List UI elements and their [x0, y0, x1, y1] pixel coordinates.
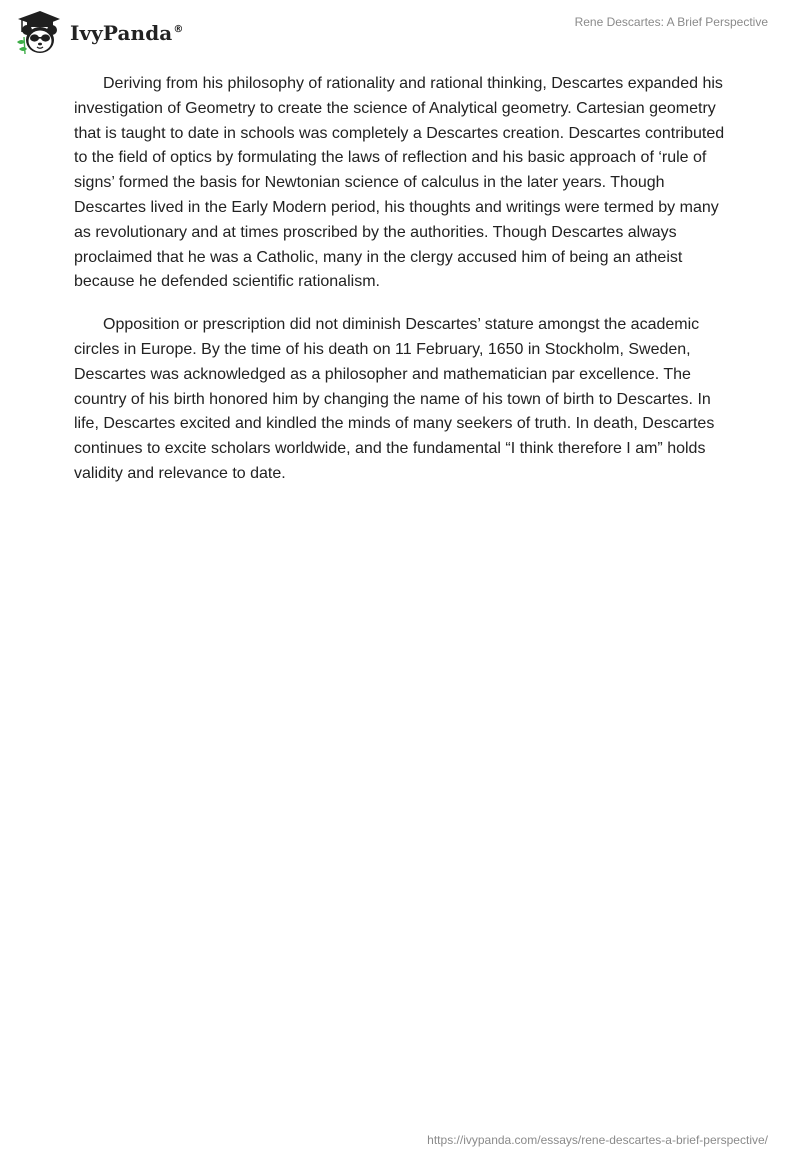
essay-body [74, 72, 730, 505]
ivypanda-logo[interactable] [14, 8, 183, 56]
registered-mark: ® [173, 24, 184, 36]
paragraph: Deriving from his philosophy of rationality and rational thinking, Descartes expanded his investigation of Geometry to create the science of Analytical geometry. Cartesian geometry that is taught to date in schools was completely a Descartes creation. Descartes contributed to the field of optics by formulating the laws of reflection and his basic approach of ‘rule of signs’ formed the basis for Newtonian science of calculus in the later years. Though Descartes lived in the Early Modern period, his thoughts and writings were termed by many as revolutionary and at times proscribed by the authorities. Though Descartes always proclaimed that he was a Catholic, many in the clergy accused him of being an atheist because he defended scientific rationalism. [74, 75, 725, 291]
document-title: Rene Descartes: A Brief Perspective [574, 15, 768, 29]
page-header [0, 0, 800, 64]
brand-name [70, 21, 183, 45]
brand-name-text: IvyPanda [70, 21, 173, 45]
paragraph: Opposition or prescription did not diminish Descartes’ stature amongst the academic circles in Europe. By the time of his death on 11 February, 1650 in Stockholm, Sweden, Descartes was acknowledged as a philosopher and mathematician par excellence. The country of his birth honored him by changing the name of his town of birth to Descartes. In life, Descartes excited and kindled the minds of many seekers of truth. In death, Descartes continues to excite scholars worldwide, and the fundamental “I think therefore I am” holds validity and relevance to date. [74, 316, 715, 482]
source-url[interactable]: https://ivypanda.com/essays/rene-descartes-a-brief-perspective/ [427, 1133, 768, 1147]
panda-graduate-icon [14, 8, 62, 56]
